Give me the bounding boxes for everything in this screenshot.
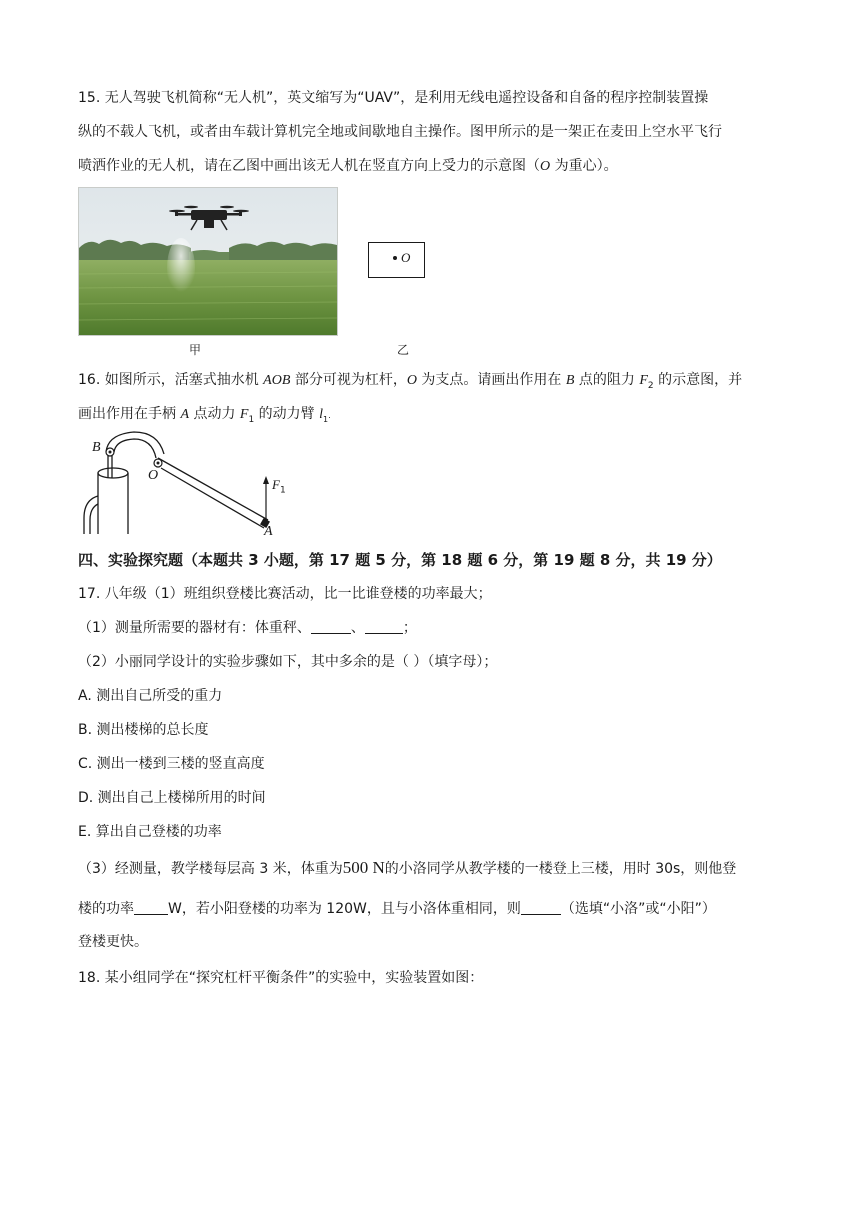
point-b-label: B [92,440,101,455]
q18-stem: 18. 某小组同学在“探究杠杆平衡条件”的实验中，实验装置如图： [78,970,484,986]
q17-option-d: D. 测出自己上楼梯所用的时间 [78,790,266,806]
q17-blank-2 [365,619,403,634]
force-f1-label: $F_1$ [272,477,286,496]
q17-part-3-line-1: （3）经测量，教学楼每层高 3 米，体重为500 N的小洛同学从教学楼的一楼登上三楼，用时 30s，则他登 [78,858,737,877]
q17-option-e: E. 算出自己登楼的功率 [78,824,222,840]
caption-yi: 乙 [397,343,410,357]
q15-line-1: 15. 无人驾驶飞机简称“无人机”，英文缩写为“UAV”，是利用无线电遥控设备和自备的程序控制装置操 [78,90,709,106]
q17-option-b: B. 测出楼梯的总长度 [78,722,209,738]
q17-blank-power [134,900,168,915]
center-of-gravity-label: O [401,250,411,265]
q17-blank-1 [311,619,351,634]
q17-part-1: （1）测量所需要的器材有：体重秤、 、 ； [78,620,417,636]
force-diagram-box [368,242,425,278]
q17-stem: 17. 八年级（1）班组织登楼比赛活动，比一比谁登楼的功率最大； [78,586,492,602]
caption-jia: 甲 [189,343,202,357]
section-4-title: 四、实验探究题（本题共 3 小题，第 17 题 5 分，第 18 题 6 分，第 19 题 8 分，共 19 分） [78,551,722,569]
q16-line-1: 16. 如图所示，活塞式抽水机 AOB 部分可视为杠杆，O 为支点。请画出作用在 B 点的阻力 $F_2$ 的示意图，并 [78,372,743,391]
drone-photo-illustration [79,188,337,335]
pump-lever-figure [76,428,296,538]
point-a-label: A [264,524,273,539]
q17-part-3-line-2: 楼的功率 W，若小阳登楼的功率为 120W，且与小洛体重相同，则 （选填“小洛”或“小阳”） [78,901,716,917]
q15-line-2: 纵的不载人飞机，或者由车载计算机完全地或间歇地自主操作。图甲所示的是一架正在麦田上空水平飞行 [78,124,722,140]
point-o-label: O [148,468,159,483]
q17-option-c: C. 测出一楼到三楼的竖直高度 [78,756,265,772]
q17-part-2: （2）小丽同学设计的实验步骤如下，其中多余的是（ ）（填字母）； [78,654,498,670]
q17-part-3-line-3: 登楼更快。 [78,934,148,950]
pump-lever-drawing [76,428,296,538]
q17-blank-faster [521,900,561,915]
q17-option-a: A. 测出自己所受的重力 [78,688,223,704]
center-of-gravity-dot [393,256,397,260]
q16-line-2: 画出作用在手柄 A 点动力 $F_1$ 的动力臂 $l_1$. [78,406,331,425]
q15-line-3: 喷洒作业的无人机，请在乙图中画出该无人机在竖直方向上受力的示意图（O 为重心）。 [78,158,618,174]
drone-field-photo [78,187,338,336]
